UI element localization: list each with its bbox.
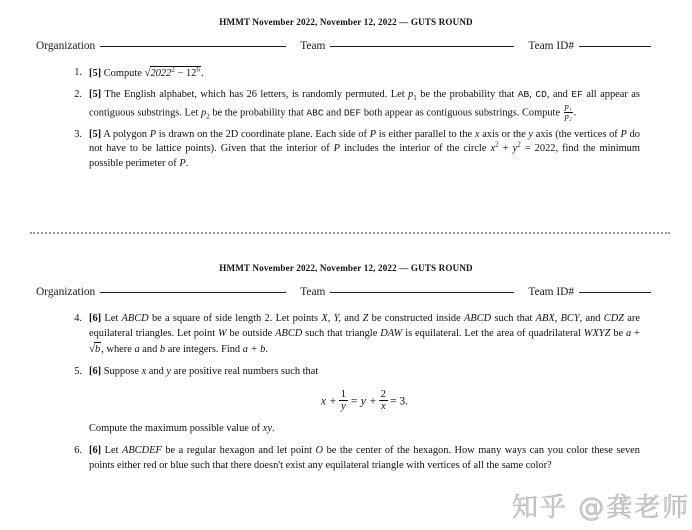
problem-2-seg8: both appear as contiguous substrings. Compute (363, 107, 561, 119)
problem-5-eq-term1: x + (320, 393, 337, 407)
problem-2-var-p1: p (408, 88, 414, 100)
page1-problem-list (62, 66, 640, 172)
problem-6-body (89, 444, 640, 474)
problem-1-minus: − (177, 68, 184, 79)
problem-3-cal-p-3: P (620, 128, 627, 140)
problem-4-seg8: are equilateral triangles. Let point (89, 313, 640, 339)
problem-5-eq-frac1-den: y (341, 400, 346, 412)
problem-3-seg4: axis or the (482, 128, 526, 140)
problem-6-seg3: be the center of the hexagon. How many ways can you color these seven points either red or blue such that there doesn't exist any equilateral triangle with vertices of all the same color? (89, 445, 640, 472)
problem-2-points: [5] (89, 88, 102, 100)
problem-4-sqrt-b-radicand: b (95, 343, 101, 355)
problem-1-radicand-base: 2022 (150, 68, 172, 79)
problem-5-eq-frac1-num: 1 (340, 388, 347, 400)
problem-5-display-equation (89, 389, 640, 413)
problem-4-seg2: be a square of side length 2. Let points (151, 313, 319, 324)
problem-4-seg6: , (554, 313, 558, 324)
problem-2-mono-abc: ABC (306, 107, 324, 119)
problem-5-var-y: y (166, 365, 172, 377)
problem-4-abcd-1: ABCD (121, 313, 149, 324)
problem-6 (62, 444, 640, 474)
page-separator-dotted-line (30, 232, 670, 235)
problem-2-seg7: and (326, 107, 342, 119)
problem-6-hexagon-abcdef: ABCDEF (121, 445, 162, 457)
problem-3-seg6: do not have to be lattice points). Given that the interior of (89, 128, 640, 155)
problem-3-eq-y-exp: 2 (517, 140, 521, 149)
problem-4-seg16: are integers. Find (167, 343, 241, 355)
problem-4-body (89, 312, 640, 358)
problem-1-number: 1. (74, 67, 82, 78)
problem-5-eq-term2: = y + (350, 393, 377, 407)
team-id-label: Team ID# (528, 40, 575, 52)
problem-3-seg2: is drawn on the 2D coordinate plane. Each side of (158, 128, 367, 140)
problem-5-seg1: Suppose (103, 365, 139, 377)
page2-round-title: HMMT November 2022, November 12, 2022 — GUTS ROUND (219, 263, 473, 273)
problem-4-seg7: , and (579, 313, 601, 324)
problem-4-tri-abx: ABX (535, 313, 555, 324)
problem-4-var-b2: b (159, 343, 166, 355)
problem-3-seg9: . (185, 158, 189, 170)
problem-2-number: 2. (74, 88, 82, 100)
page2-info-line (36, 286, 636, 298)
team-id-blank-rule-2[interactable] (579, 292, 651, 293)
problem-1-body (89, 66, 640, 82)
problem-3 (62, 128, 640, 173)
problem-1-text: Compute (103, 68, 142, 79)
problem-4-seg15: and (142, 343, 158, 355)
problem-4-seg14: , where (101, 343, 132, 355)
organization-label: Organization (36, 40, 96, 52)
problem-4-seg9: be outside (229, 327, 273, 339)
problem-3-cal-p-1: P (149, 128, 157, 140)
organization-label-2: Organization (36, 286, 96, 298)
team-label-2: Team (300, 286, 326, 298)
problem-2-seg2: be the probability that (420, 88, 515, 100)
problem-3-eq-y: y (512, 143, 518, 155)
problem-4-var-a2: a (134, 343, 140, 355)
team-id-blank-rule[interactable] (579, 46, 651, 47)
problem-2-seg3: , (529, 88, 532, 100)
problem-5 (62, 365, 640, 438)
problem-3-seg7: includes the interior of the circle (344, 143, 487, 155)
problem-3-seg1: A polygon (103, 128, 147, 140)
problem-4-point-z: Z (362, 313, 369, 324)
page1-round-title-row (0, 17, 692, 27)
problem-4-number: 4. (74, 313, 82, 324)
problem-3-var-x: x (474, 128, 480, 140)
problem-5-var-x: x (141, 365, 147, 377)
problem-1-radicand-exponent: 2 (171, 65, 175, 74)
problem-2-seg4: , and (546, 88, 568, 100)
problem-5-expr-xy: xy (262, 423, 272, 435)
problem-4-point-w: W (217, 327, 227, 339)
organization-blank-rule[interactable] (100, 46, 286, 47)
problem-2-seg5: all appear as contiguous substrings. Let (89, 88, 640, 119)
problem-1-sqrt-expression (144, 66, 201, 82)
problem-3-points: [5] (89, 128, 102, 140)
problem-3-cal-p-2: P (369, 128, 377, 140)
problem-3-eq-plus: + (502, 143, 509, 155)
problem-5-body (89, 365, 640, 438)
problem-4-seg12: be (613, 327, 624, 339)
problem-5-closing-line (89, 422, 640, 437)
problem-3-seg3: is either parallel to the (378, 128, 473, 140)
problem-2-var-p2: p (201, 107, 207, 119)
problem-4-quad-wxyz: WXYZ (583, 327, 611, 339)
problem-4-points-xyz: X, Y, (321, 313, 342, 324)
problem-1-second-base: 12 (185, 68, 197, 79)
problem-5-seg5: . (271, 423, 275, 435)
team-id-label-2: Team ID# (528, 286, 575, 298)
problem-6-point-o: O (315, 445, 324, 457)
problem-2-var-p1-sub: 1 (413, 93, 417, 102)
problem-6-seg1: Let (104, 445, 119, 457)
problem-4-seg10: such that triangle (305, 327, 378, 339)
problem-4-seg1: Let (104, 313, 119, 324)
problem-2-mono-cd: CD (535, 88, 547, 100)
problem-5-eq-fraction-2 (379, 389, 388, 413)
problem-2-body (89, 88, 640, 122)
problem-2 (62, 88, 640, 122)
problem-4-sqrt-b (89, 342, 101, 358)
problem-2-seg1: The English alphabet, which has 26 letters, is randomly permuted. Let (104, 88, 405, 100)
problem-4-seg13: + (634, 327, 640, 339)
problem-3-number: 3. (74, 128, 82, 140)
problem-4-tri-daw: DAW (380, 327, 403, 339)
zhihu-watermark: 知乎 @龚老师 (512, 493, 691, 523)
problem-5-eq-term3: = 3. (389, 393, 409, 407)
problem-3-eq-x: x (490, 143, 496, 155)
problem-2-fraction-numerator: p₁ (564, 101, 572, 111)
problem-1-points: [5] (89, 68, 102, 79)
problem-3-var-y: y (528, 128, 534, 140)
team-blank-rule[interactable] (330, 46, 514, 47)
problem-3-eq-x-exp: 2 (495, 140, 499, 149)
problem-5-eq-frac2-num: 2 (380, 388, 386, 400)
team-label: Team (300, 40, 326, 52)
problem-3-cal-p-4: P (333, 143, 341, 155)
problem-3-seg8: , find the minimum possible perimeter of (89, 143, 640, 170)
problem-4-seg11: is equilateral. Let the area of quadrilateral (405, 327, 581, 339)
problem-4-expr-apb: a + b (242, 343, 266, 355)
problem-2-seg6: be the probability that (212, 107, 304, 119)
problem-4-seg5: such that (494, 313, 533, 324)
problem-2-seg9: . (573, 107, 577, 119)
problem-5-points: [6] (89, 365, 102, 377)
problem-3-body (89, 128, 640, 173)
radical-sign: √ (144, 67, 151, 79)
problem-4-points: [6] (89, 313, 102, 324)
problem-4-seg17: . (265, 343, 268, 355)
problem-3-cal-p-5: P (179, 158, 186, 170)
problem-4-abcd-3: ABCD (275, 327, 303, 339)
page2-problem-list (62, 312, 640, 474)
problem-4-var-a: a (625, 327, 632, 339)
problem-6-number: 6. (74, 445, 82, 457)
problem-5-seg2: and (148, 365, 164, 377)
organization-blank-rule-2[interactable] (100, 292, 286, 293)
problem-5-eq-fraction-1 (339, 389, 348, 413)
problem-5-seg3: are positive real numbers such that (173, 365, 319, 377)
problem-4-seg4: be constructed inside (371, 313, 461, 324)
problem-2-fraction (564, 103, 573, 122)
problem-6-points: [6] (89, 445, 102, 457)
problem-2-mono-def: DEF (343, 107, 362, 119)
problem-2-mono-ef: EF (571, 88, 583, 100)
page1-round-title: HMMT November 2022, November 12, 2022 — GUTS ROUND (219, 17, 473, 27)
problem-6-seg2: be a regular hexagon and let point (165, 445, 313, 457)
problem-1-second-exponent: 6 (196, 65, 200, 74)
page1-info-line (36, 40, 636, 52)
problem-3-eq-value: = 2022 (524, 143, 556, 155)
problem-2-fraction-denominator: p₂ (564, 111, 572, 121)
radical-sign-b: √ (89, 342, 96, 355)
problem-2-var-p2-sub: 2 (206, 112, 210, 121)
problem-1 (62, 66, 640, 82)
page2-round-title-row (0, 263, 692, 273)
problem-3-seg5: axis (the vertices of (535, 128, 618, 140)
problem-4-abcd-2: ABCD (464, 313, 492, 324)
problem-1-period: . (200, 68, 204, 79)
problem-2-mono-ab: AB (517, 88, 530, 100)
problem-5-eq-frac2-den: x (380, 400, 386, 412)
team-blank-rule-2[interactable] (330, 292, 514, 293)
problem-4-seg3: and (344, 313, 360, 324)
problem-4 (62, 312, 640, 358)
problem-5-seg4: Compute the maximum possible value of (89, 423, 261, 435)
problem-4-tri-cdz: CDZ (603, 313, 624, 324)
problem-5-number: 5. (74, 365, 82, 377)
problem-5-intro-line (89, 365, 640, 380)
problem-4-tri-bcy: BCY (560, 313, 580, 324)
